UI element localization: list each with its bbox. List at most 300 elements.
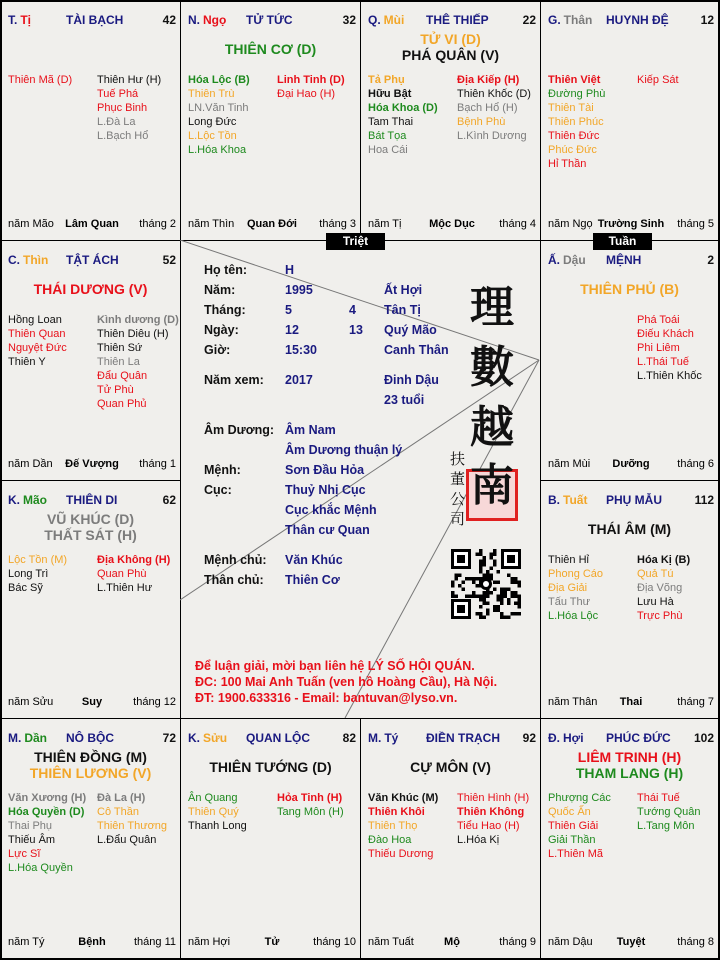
stem-prefix: G. xyxy=(548,13,561,27)
year-branch: năm Mão xyxy=(8,218,54,230)
minor-star: Hoa Cái xyxy=(368,144,408,156)
stars-left xyxy=(8,791,86,875)
minor-star: Đại Hao (H) xyxy=(277,88,336,100)
minor-star: Hóa Kị (B) xyxy=(637,554,691,566)
contact-line-1: Để luận giải, mời bạn liên hệ LÝ SỐ HỘI QUÁN. xyxy=(195,659,475,673)
palace-cell-tài-bạch[interactable] xyxy=(0,0,181,241)
value-nam-xem-can-chi: Đinh Dậu xyxy=(384,373,439,387)
minor-star: Địa Không (H) xyxy=(97,554,171,566)
value-than-chu: Thiên Cơ xyxy=(285,573,340,587)
main-star: THIÊN CƠ (D) xyxy=(224,41,317,57)
label-nam-xem: Năm xem: xyxy=(204,373,264,387)
minor-star: L.Lộc Tồn xyxy=(188,130,237,142)
palace-name: NÔ BỘC xyxy=(66,731,114,745)
palace-name: HUYNH ĐỆ xyxy=(606,13,669,27)
month-label: tháng 7 xyxy=(677,696,714,708)
main-stars xyxy=(541,521,718,537)
logo-small-1: 扶 xyxy=(450,450,466,468)
year-branch: năm Dậu xyxy=(548,936,593,948)
palace-footer xyxy=(188,936,356,950)
minor-star: L.Hóa Lộc xyxy=(548,610,599,622)
minor-star: Thiên Việt xyxy=(548,74,601,86)
main-star: TỬ VI (D) xyxy=(420,31,481,47)
label-ho-ten: Họ tên: xyxy=(204,263,248,277)
stars-left xyxy=(548,553,603,623)
value-ngay-can-chi: Quý Mão xyxy=(384,323,437,337)
minor-star: Thiên Giải xyxy=(548,820,599,832)
palace-cell-điền-trạch[interactable] xyxy=(360,718,541,959)
minor-star: Kình dương (D) xyxy=(97,314,179,326)
palace-name: MỆNH xyxy=(606,253,642,267)
palace-name: THIÊN DI xyxy=(66,493,118,507)
life-stage: Trường Sinh xyxy=(597,218,665,230)
month-label: tháng 9 xyxy=(499,936,536,948)
minor-star: Thiên Khôi xyxy=(368,806,425,818)
palace-cell-phúc-đức[interactable] xyxy=(540,718,719,959)
minor-star: Hóa Lộc (B) xyxy=(188,74,250,86)
value-thang-am: 4 xyxy=(349,303,356,317)
minor-star: Thiên Thương xyxy=(97,820,168,832)
palace-name: TẬT ÁCH xyxy=(66,253,119,267)
life-stage: Tử xyxy=(264,936,280,948)
month-label: tháng 4 xyxy=(499,218,536,230)
palace-name: TỬ TỨC xyxy=(246,13,293,27)
minor-star: Văn Khúc (M) xyxy=(368,792,439,804)
value-nam: 1995 xyxy=(285,283,313,297)
palace-cell-quan-lộc[interactable] xyxy=(180,718,361,959)
minor-star: Bát Tọa xyxy=(368,130,407,142)
minor-star: L.Hóa Kị xyxy=(457,834,500,846)
minor-star: L.Đà La xyxy=(97,116,136,128)
main-star: PHÁ QUÂN (V) xyxy=(401,47,500,63)
minor-star: LN.Văn Tinh xyxy=(188,102,249,114)
minor-star: L.Thiên Hư xyxy=(97,582,153,594)
minor-star: Thiếu Dương xyxy=(368,848,434,860)
minor-star: Thiên Quý xyxy=(188,806,239,818)
palace-footer xyxy=(368,936,536,950)
minor-star: Kiếp Sát xyxy=(637,74,679,86)
label-than-chu: Thân chủ: xyxy=(204,573,264,587)
month-label: tháng 2 xyxy=(139,218,176,230)
palace-name: PHÚC ĐỨC xyxy=(606,731,671,745)
palace-age: 92 xyxy=(522,731,536,745)
contact-line-2: ĐC: 100 Mai Anh Tuấn (ven hồ Hoàng Cầu), Hà Nội. xyxy=(195,675,498,689)
palace-header xyxy=(188,731,356,747)
minor-star: Long Trì xyxy=(8,568,49,580)
minor-star: Tam Thai xyxy=(368,116,414,128)
month-label: tháng 3 xyxy=(319,218,356,230)
palace-name: PHỤ MẪU xyxy=(606,493,662,507)
minor-star: Đà La (H) xyxy=(97,792,146,804)
main-star: THÁI ÂM (M) xyxy=(587,521,672,537)
tuan-badge: Tuần xyxy=(593,233,652,250)
palace-footer xyxy=(368,218,536,232)
palace-header xyxy=(548,253,714,269)
branch-name: Thìn xyxy=(23,253,49,267)
label-gio: Giờ: xyxy=(204,343,231,357)
stem-prefix: T. xyxy=(8,13,18,27)
stars-right xyxy=(277,73,345,101)
minor-star: L.Bạch Hổ xyxy=(97,130,149,142)
minor-star: Bệnh Phù xyxy=(457,116,506,128)
label-menh-chu: Mệnh chủ: xyxy=(204,553,267,567)
value-ho-ten: H xyxy=(285,263,295,277)
minor-star: Tấu Thư xyxy=(548,596,591,608)
month-label: tháng 1 xyxy=(139,458,176,470)
stars-left xyxy=(188,73,250,157)
minor-star: Phục Binh xyxy=(97,102,148,114)
main-stars xyxy=(1,511,180,543)
palace-footer xyxy=(548,218,714,232)
stars-right xyxy=(277,791,344,819)
value-cuc-note-1: Cục khắc Mệnh xyxy=(285,503,377,517)
life-stage: Mộc Dục xyxy=(429,218,475,230)
minor-star: Quốc Ấn xyxy=(548,806,591,818)
main-stars xyxy=(361,31,540,63)
life-stage: Quan Đới xyxy=(247,218,297,230)
palace-header xyxy=(188,13,356,29)
logo-small-2: 董 xyxy=(450,470,466,488)
stars-right xyxy=(637,73,679,87)
main-star: THÁI DƯƠNG (V) xyxy=(33,281,148,297)
stem-prefix: N. xyxy=(188,13,200,27)
minor-star: Thiên Thọ xyxy=(368,820,418,832)
main-star: THIÊN TƯỚNG (D) xyxy=(209,759,332,775)
palace-footer xyxy=(8,936,176,950)
main-stars xyxy=(181,759,360,775)
minor-star: Phúc Đức xyxy=(548,144,597,156)
palace-footer xyxy=(548,458,714,472)
minor-star: Hóa Khoa (D) xyxy=(368,102,438,114)
value-gio: 15:30 xyxy=(285,343,317,357)
main-star: THIÊN PHỦ (B) xyxy=(580,281,679,297)
palace-header xyxy=(8,731,176,747)
minor-star: Thiên Sứ xyxy=(97,342,143,354)
main-star: THẤT SÁT (H) xyxy=(44,527,137,543)
stem-prefix: Ấ. xyxy=(548,253,560,267)
minor-star: Thiên Khốc (D) xyxy=(457,88,531,100)
minor-star: Quan Phù xyxy=(97,568,147,580)
minor-star: L.Kình Dương xyxy=(457,130,527,142)
minor-star: Quả Tú xyxy=(637,568,674,580)
logo-small-4: 司 xyxy=(450,510,466,528)
palace-cell-tử-tức[interactable] xyxy=(180,0,361,241)
palace-name: ĐIỀN TRẠCH xyxy=(426,731,500,745)
palace-age: 2 xyxy=(707,253,714,267)
minor-star: Đào Hoa xyxy=(368,834,412,846)
minor-star: Bác Sỹ xyxy=(8,582,43,594)
stars-right xyxy=(97,313,179,411)
life-stage: Bệnh xyxy=(78,936,106,948)
life-stage: Suy xyxy=(81,696,103,708)
main-stars xyxy=(541,281,718,297)
month-label: tháng 8 xyxy=(677,936,714,948)
palace-footer xyxy=(548,936,714,950)
label-nam: Năm: xyxy=(204,283,236,297)
main-stars xyxy=(1,281,180,297)
stem-prefix: C. xyxy=(8,253,20,267)
minor-star: Văn Xương (H) xyxy=(8,792,87,804)
branch-name: Hợi xyxy=(563,731,584,745)
year-branch: năm Tý xyxy=(8,936,45,948)
minor-star: Thiên La xyxy=(97,356,140,368)
logo-char-4: 南 xyxy=(470,460,514,511)
minor-star: Thiên Tài xyxy=(548,102,594,114)
label-cuc: Cục: xyxy=(204,483,232,497)
branch-name: Tị xyxy=(20,13,32,27)
minor-star: Thanh Long xyxy=(188,820,247,832)
branch-name: Tý xyxy=(384,731,399,745)
palace-cell-phụ-mẫu[interactable] xyxy=(540,480,719,719)
minor-star: Hỉ Thần xyxy=(548,158,587,170)
palace-age: 62 xyxy=(162,493,176,507)
branch-name: Thân xyxy=(563,13,593,27)
minor-star: L.Thiên Mã xyxy=(548,848,604,860)
month-label: tháng 11 xyxy=(133,936,176,948)
value-tuoi: 23 tuổi xyxy=(384,393,425,407)
palace-header xyxy=(368,731,536,747)
minor-star: Bạch Hổ (H) xyxy=(457,102,518,114)
minor-star: Tiểu Hao (H) xyxy=(457,820,520,832)
palace-name: QUAN LỘC xyxy=(246,731,310,745)
minor-star: Linh Tinh (D) xyxy=(277,74,345,86)
main-star: THIÊN ĐỒNG (M) xyxy=(34,749,147,765)
minor-star: Long Đức xyxy=(188,116,237,128)
palace-cell-huynh-đệ[interactable] xyxy=(540,0,719,241)
month-label: tháng 10 xyxy=(313,936,356,948)
stars-right xyxy=(637,313,702,383)
palace-cell-tật-ách[interactable] xyxy=(0,240,181,481)
logo-char-3: 越 xyxy=(470,402,514,453)
minor-star: Hỏa Tinh (H) xyxy=(277,792,343,804)
logo-char-2: 數 xyxy=(470,342,514,393)
minor-star: Thiên Y xyxy=(8,356,46,368)
minor-star: Hóa Quyền (D) xyxy=(8,806,85,818)
main-star: VŨ KHÚC (D) xyxy=(46,511,135,527)
month-label: tháng 6 xyxy=(677,458,714,470)
minor-star: Thiên Phúc xyxy=(548,116,604,128)
palace-header xyxy=(8,13,176,29)
minor-star: Phá Toái xyxy=(637,314,680,326)
branch-name: Ngọ xyxy=(203,13,227,27)
main-stars xyxy=(181,41,360,57)
palace-cell-thiên-di[interactable] xyxy=(0,480,181,719)
minor-star: Tuế Phá xyxy=(97,88,139,100)
palace-age: 12 xyxy=(700,13,714,27)
main-stars xyxy=(361,759,540,775)
stars-left xyxy=(548,791,611,861)
minor-star: Phong Cáo xyxy=(548,568,604,580)
year-branch: năm Tuất xyxy=(368,936,414,948)
minor-star: Thiên Hư (H) xyxy=(97,74,162,86)
palace-age: 52 xyxy=(162,253,176,267)
palace-footer xyxy=(8,696,176,710)
year-branch: năm Thân xyxy=(548,696,598,708)
branch-name: Mùi xyxy=(383,13,405,27)
stars-left xyxy=(188,791,247,833)
value-nam-can-chi: Ất Hợi xyxy=(384,283,423,297)
year-branch: năm Sửu xyxy=(8,696,54,708)
minor-star: L.Hóa Quyền xyxy=(8,862,73,874)
value-cuc-note-2: Thân cư Quan xyxy=(285,523,370,537)
branch-name: Tuất xyxy=(563,493,588,507)
minor-star: L.Thiên Khốc xyxy=(637,370,702,382)
minor-star: Thai Phụ xyxy=(8,820,53,832)
minor-star: Quan Phủ xyxy=(97,398,147,410)
palace-header xyxy=(8,253,176,269)
branch-name: Dậu xyxy=(563,253,586,267)
minor-star: Nguyệt Đức xyxy=(8,342,67,354)
minor-star: Hồng Loan xyxy=(8,314,62,326)
month-label: tháng 12 xyxy=(133,696,176,708)
life-stage: Dưỡng xyxy=(612,458,650,470)
life-stage: Lâm Quan xyxy=(65,218,119,230)
minor-star: Thái Tuế xyxy=(637,792,680,804)
life-stage: Thai xyxy=(619,696,643,708)
value-menh: Sơn Đầu Hỏa xyxy=(285,463,365,477)
branch-name: Sửu xyxy=(203,731,228,745)
minor-star: Thiên Diêu (H) xyxy=(97,328,169,340)
main-star: THAM LANG (H) xyxy=(575,765,684,781)
minor-star: Cô Thần xyxy=(97,806,139,818)
stars-left xyxy=(8,553,67,595)
palace-header xyxy=(368,13,536,29)
year-branch: năm Thìn xyxy=(188,218,235,230)
value-cuc: Thuỷ Nhị Cục xyxy=(285,483,366,497)
stem-prefix: Đ. xyxy=(548,731,560,745)
palace-age: 72 xyxy=(162,731,176,745)
minor-star: Hữu Bật xyxy=(368,88,412,100)
minor-star: Thiên Trù xyxy=(188,88,235,100)
label-am-duong: Âm Dương: xyxy=(204,423,275,437)
year-branch: năm Tị xyxy=(368,218,402,230)
minor-star: Giải Thần xyxy=(548,834,596,846)
value-am-duong-note: Âm Dương thuận lý xyxy=(285,443,403,457)
palace-age: 112 xyxy=(694,493,714,507)
life-stage: Tuyệt xyxy=(616,936,646,948)
palace-header xyxy=(548,493,714,509)
minor-star: Thiên Không xyxy=(457,806,525,818)
minor-star: Phi Liêm xyxy=(637,342,680,354)
month-label: tháng 5 xyxy=(677,218,714,230)
value-ngay: 12 xyxy=(285,323,299,337)
year-branch: năm Ngọ xyxy=(548,218,593,230)
palace-header xyxy=(548,731,714,747)
minor-star: Lực Sĩ xyxy=(8,848,41,860)
palace-age: 82 xyxy=(342,731,356,745)
stem-prefix: M. xyxy=(368,731,382,745)
main-star: LIÊM TRINH (H) xyxy=(577,749,682,765)
main-star: THIÊN LƯƠNG (V) xyxy=(29,765,152,781)
year-branch: năm Dần xyxy=(8,458,53,470)
palace-cell-mệnh[interactable] xyxy=(540,240,719,481)
stem-prefix: B. xyxy=(548,493,560,507)
value-ngay-am: 13 xyxy=(349,323,363,337)
life-stage: Đế Vượng xyxy=(65,458,119,470)
stars-right xyxy=(97,73,161,143)
stars-left xyxy=(368,791,438,861)
minor-star: L.Thái Tuế xyxy=(637,356,689,368)
minor-star: Đường Phù xyxy=(548,88,606,100)
palace-age: 22 xyxy=(522,13,536,27)
stars-left xyxy=(548,73,605,171)
year-branch: năm Hợi xyxy=(188,936,231,948)
stem-prefix: K. xyxy=(188,731,200,745)
minor-star: Thiếu Âm xyxy=(8,834,56,846)
palace-age: 42 xyxy=(162,13,176,27)
minor-star: Tả Phụ xyxy=(368,74,405,86)
triet-badge: Triệt xyxy=(326,233,385,250)
palace-age: 102 xyxy=(693,731,714,745)
year-branch: năm Mùi xyxy=(548,458,591,470)
minor-star: Thiên Mã (D) xyxy=(8,74,73,86)
label-menh: Mệnh: xyxy=(204,463,241,477)
value-gio-can-chi: Canh Thân xyxy=(384,343,449,357)
minor-star: Điếu Khách xyxy=(637,328,694,340)
stars-left xyxy=(368,73,438,157)
palace-footer xyxy=(548,696,714,710)
palace-footer xyxy=(188,218,356,232)
stars-right xyxy=(637,791,701,833)
palace-cell-thê-thiếp[interactable] xyxy=(360,0,541,241)
minor-star: Tướng Quân xyxy=(637,806,701,818)
value-menh-chu: Văn Khúc xyxy=(285,553,343,567)
minor-star: Thiên Quan xyxy=(8,328,66,340)
palace-header xyxy=(8,493,176,509)
stars-right xyxy=(97,553,170,595)
minor-star: Thiên Hình (H) xyxy=(457,792,530,804)
value-am-duong: Âm Nam xyxy=(285,423,336,437)
minor-star: Lộc Tồn (M) xyxy=(8,554,68,566)
value-thang-can-chi: Tân Tị xyxy=(384,303,421,317)
main-stars xyxy=(541,749,718,781)
stars-left xyxy=(8,73,72,87)
stem-prefix: M. xyxy=(8,731,22,745)
value-thang: 5 xyxy=(285,303,292,317)
minor-star: Ân Quang xyxy=(188,792,238,804)
minor-star: Phượng Các xyxy=(548,792,611,804)
minor-star: Đẩu Quân xyxy=(97,370,148,382)
stars-right xyxy=(637,553,690,623)
value-nam-xem: 2017 xyxy=(285,373,313,387)
logo-char-1: 理 xyxy=(470,282,514,333)
minor-star: Thiên Đức xyxy=(548,130,600,142)
logo-small-3: 公 xyxy=(450,490,466,508)
minor-star: Địa Kiếp (H) xyxy=(457,74,520,86)
palace-cell-nô-bộc[interactable] xyxy=(0,718,181,959)
label-thang: Tháng: xyxy=(204,303,246,317)
minor-star: Tang Môn (H) xyxy=(277,806,344,818)
palace-header xyxy=(548,13,714,29)
minor-star: Lưu Hà xyxy=(637,596,674,608)
palace-name: TÀI BẠCH xyxy=(66,13,124,27)
palace-name: THÊ THIẾP xyxy=(426,13,489,27)
palace-age: 32 xyxy=(342,13,356,27)
center-info-panel xyxy=(181,241,539,717)
stem-prefix: K. xyxy=(8,493,20,507)
minor-star: Thiên Hỉ xyxy=(548,554,589,566)
stem-prefix: Q. xyxy=(368,13,381,27)
minor-star: L.Tang Môn xyxy=(637,820,695,832)
stars-right xyxy=(97,791,167,847)
label-ngay: Ngày: xyxy=(204,323,239,337)
minor-star: L.Hóa Khoa xyxy=(188,144,247,156)
contact-line-3: ĐT: 1900.633316 - Email: bantuvan@lyso.vn. xyxy=(195,691,458,705)
stars-left xyxy=(8,313,67,369)
palace-footer xyxy=(8,458,176,472)
qr-code[interactable] xyxy=(451,549,521,619)
stars-right xyxy=(457,791,529,847)
